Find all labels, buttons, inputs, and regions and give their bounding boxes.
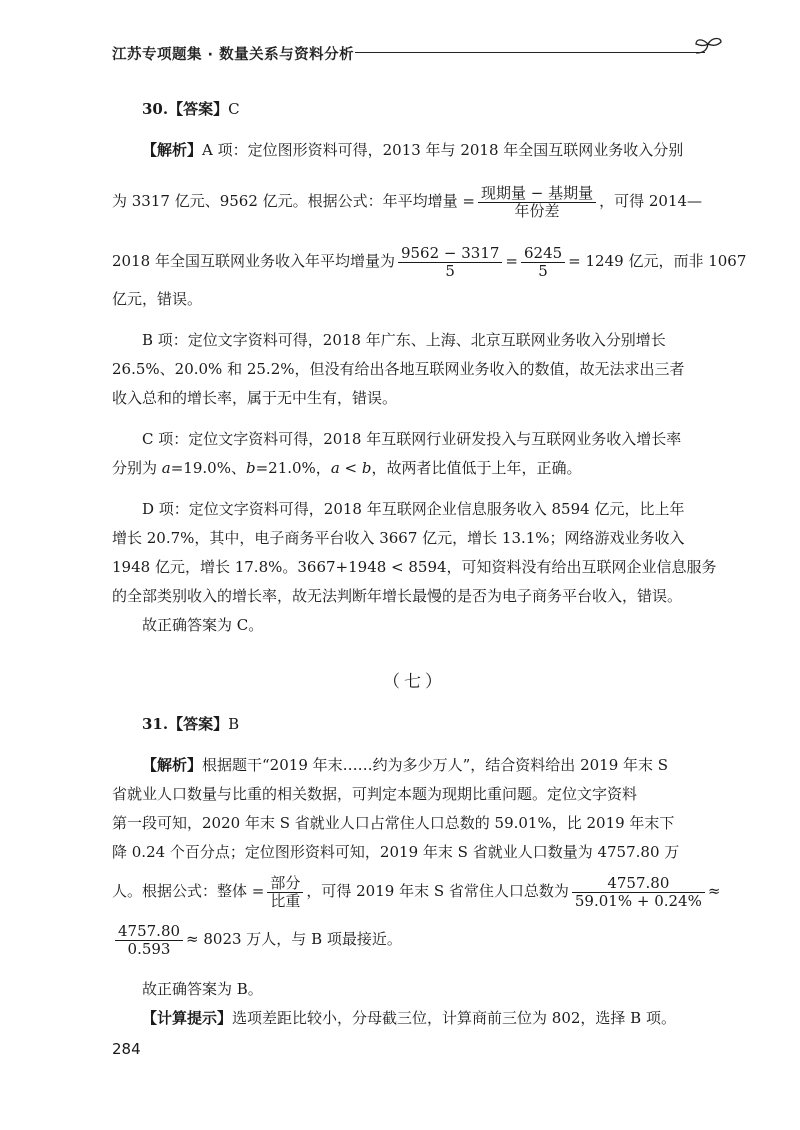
header-rule xyxy=(355,52,705,53)
q31-analysis-line4: 降 0.24 个百分点；定位图形资料可知，2019 年末 S 省就业人口数量为 4757.80 万 xyxy=(112,843,680,861)
population-fraction: $\frac{4757.80}{59.01\% + 0.24\%}$ xyxy=(572,875,705,910)
q30-option-c-line2: 分别为 a=19.0%、b=21.0%，a < b，故两者比值低于上年，正确。 xyxy=(112,459,582,477)
q30-option-d-line1: D 项：定位文字资料可得，2018 年互联网企业信息服务收入 8594 亿元，比上年 xyxy=(142,500,685,518)
q30-option-b-line2: 26.5%、20.0% 和 25.2%，但没有给出各地互联网业务收入的数值，故无法求出三者 xyxy=(112,360,685,378)
q31-analysis-line1: 【解析】根据题干“2019 年末……约为多少万人”，结合资料给出 2019 年末 S xyxy=(142,756,669,774)
q31-calc-hint: 【计算提示】选项差距比较小，分母截三位，计算商前三位为 802，选择 B 项。 xyxy=(142,1009,676,1027)
q31-hint-tag: 【计算提示】 xyxy=(142,1009,233,1027)
q31-analysis-line5: 人。根据公式：整体 = $\frac{\text{部分}}{\text{比重}}$ ，可得 2019 年末 S 省常住人口总数为 $\frac{4757.80}{59.01\% + 0.24\%}$ ≈ xyxy=(112,873,721,910)
q30-option-c-line1: C 项：定位文字资料可得，2018 年互联网行业研发投入与互联网业务收入增长率 xyxy=(142,430,682,448)
calc-fraction-2: $\frac{6245}{5}$ xyxy=(521,245,565,280)
q31-answer-value: B xyxy=(228,715,240,733)
q31-answer xyxy=(112,710,717,739)
calc-fraction-1: $\frac{9562 - 3317}{5}$ xyxy=(398,245,502,280)
q30-conclusion: 故正确答案为 C。 xyxy=(142,616,264,634)
q30-option-d-line3: 1948 亿元，增长 17.8%。3667+1948 < 8594，可知资料没有给出互联网企业信息服务 xyxy=(112,558,717,576)
q30-option-a-line2: 为 3317 亿元、9562 亿元。根据公式：年平均增量 = $\frac{\text{现期量 − 基期量}}{\text{年份差}}$ ，可得 2014— xyxy=(112,183,703,220)
q31-conclusion: 故正确答案为 B。 xyxy=(142,980,263,998)
sprout-icon xyxy=(692,36,726,66)
q31-analysis-line6: $\frac{4757.80}{0.593}$ ≈ 8023 万人，与 B 项最接近。 xyxy=(112,915,717,963)
q30-option-a-line3: 2018 年全国互联网业务收入年平均增量为 $\frac{9562 - 3317}{5}$ = $\frac{6245}{5}$ = 1249 亿元，而非 1067 xyxy=(112,243,747,280)
page-content xyxy=(112,95,747,1033)
avg-increment-formula: $\frac{\text{现期量 − 基期量}}{\text{年份差}}$ xyxy=(478,185,596,220)
q30-option-a-line4: 亿元，错误。 xyxy=(112,290,203,308)
q31-analysis-line2: 省就业人口数量与比重的相关数据，可判定本题为现期比重问题。定位文字资料 xyxy=(112,785,638,803)
running-header xyxy=(112,36,727,80)
q30-answer-value: C xyxy=(228,100,240,118)
q31-answer-tag: 【答案】 xyxy=(168,715,229,733)
q30-option-d-line2: 增长 20.7%，其中，电子商务平台收入 3667 亿元，增长 13.1%；网络游戏业务收入 xyxy=(112,529,685,547)
q31-number: 31. xyxy=(142,715,169,733)
q30-option-b-line3: 收入总和的增长率，属于无中生有，错误。 xyxy=(112,389,398,407)
approx-fraction: $\frac{4757.80}{0.593}$ xyxy=(115,923,183,958)
whole-formula: $\frac{\text{部分}}{\text{比重}}$ xyxy=(267,875,303,910)
q30-analysis-tag: 【解析】 xyxy=(142,141,203,159)
q30-number: 30. xyxy=(142,100,169,118)
q30-answer xyxy=(112,95,717,124)
q30-option-a-line1: 【解析】A 项：定位图形资料可得，2013 年与 2018 年全国互联网业务收入分别 xyxy=(142,141,684,159)
book-title: 江苏专项题集 · 数量关系与资料分析 xyxy=(112,47,355,63)
q31-analysis-line3: 第一段可知，2020 年末 S 省就业人口占常住人口总数的 59.01%，比 2019 年末下 xyxy=(112,814,675,832)
q31-analysis-tag: 【解析】 xyxy=(142,756,203,774)
section-title: （七） xyxy=(383,672,446,692)
q30-option-b-line1: B 项：定位文字资料可得，2018 年广东、上海、北京互联网业务收入分别增长 xyxy=(142,331,666,349)
q30-answer-tag: 【答案】 xyxy=(168,100,229,118)
q30-option-d-line4: 的全部类别收入的增长率，故无法判断年增长最慢的是否为电子商务平台收入，错误。 xyxy=(112,587,683,605)
page-number: 284 xyxy=(112,1040,141,1058)
